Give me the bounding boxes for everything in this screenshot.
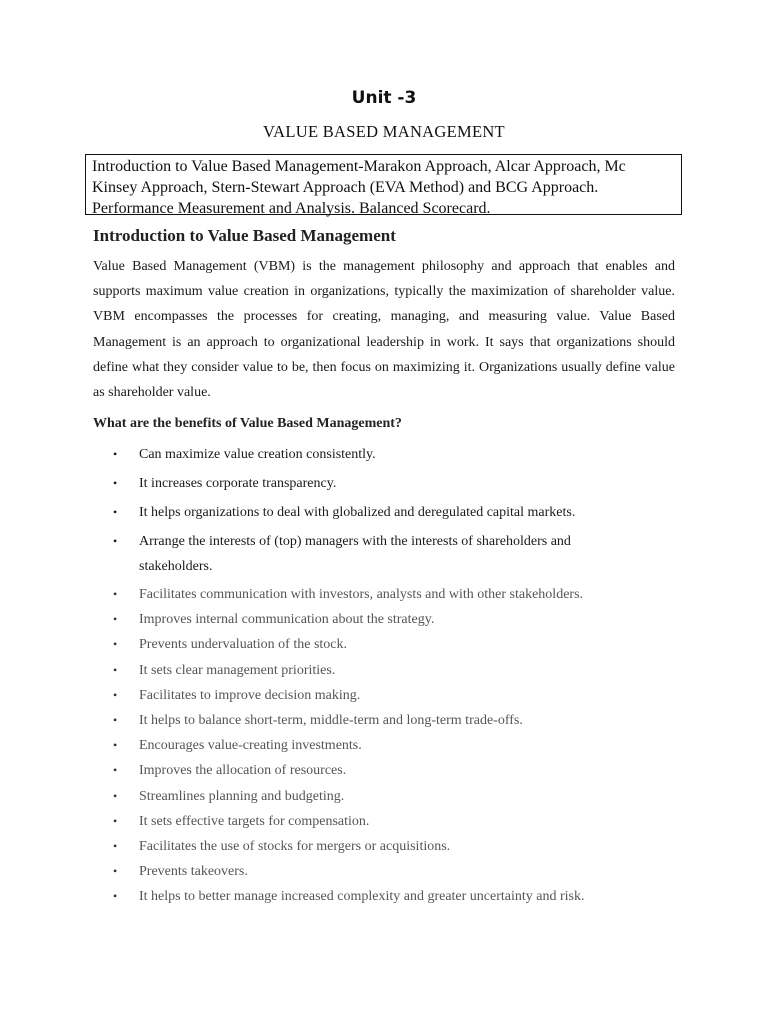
benefit-item xyxy=(113,632,673,657)
intro-paragraph: Value Based Management (VBM) is the management philosophy and approach that enables and supports maximum value creation in organizations, typically the maximization of shareholder value. VBM encompasses the processes for creating, managing, and measuring value. Value Based Management is an approach to organizational leadership in work. It says that organizations should define what they consider value to be, then focus on maximizing it. Organizations usually define value as shareholder value. xyxy=(93,259,675,401)
benefit-item xyxy=(113,582,673,607)
benefit-item-text: It sets effective targets for compensation. xyxy=(139,813,370,829)
bullet-icon: • xyxy=(113,813,118,828)
benefit-item-text: It sets clear management priorities. xyxy=(139,662,336,678)
bullet-icon: • xyxy=(113,687,118,702)
benefit-item xyxy=(113,471,633,496)
intro-heading: Introduction to Value Based Management xyxy=(93,226,396,245)
benefit-item xyxy=(113,607,673,632)
bullet-icon: • xyxy=(113,447,118,461)
bullet-icon: • xyxy=(113,587,118,601)
benefit-item xyxy=(113,834,673,859)
bullet-icon: • xyxy=(113,838,118,853)
benefits-heading: What are the benefits of Value Based Management? xyxy=(93,416,402,431)
benefit-item-text: Facilitates the use of stocks for mergers or acquisitions. xyxy=(139,838,451,854)
bullet-icon: • xyxy=(113,476,118,490)
benefit-item-text: Streamlines planning and budgeting. xyxy=(139,788,345,804)
syllabus-box: Introduction to Value Based Management-Marakon Approach, Alcar Approach, Mc Kinsey Approach, Stern-Stewart Approach (EVA Method) and BCG Approach. Performance Measurement and Analysis. Balanced Scorecard. xyxy=(85,154,682,215)
benefit-item xyxy=(113,708,673,733)
benefit-item-text: Facilitates communication with investors, analysts and with other stakeholders. xyxy=(139,587,584,602)
benefit-item-text: Encourages value-creating investments. xyxy=(139,738,362,754)
benefit-item-text: Can maximize value creation consistently. xyxy=(139,447,376,462)
benefit-item xyxy=(113,658,673,683)
bullet-icon: • xyxy=(113,712,118,727)
benefit-item xyxy=(113,683,673,708)
benefit-item xyxy=(113,442,633,467)
bullet-icon: • xyxy=(113,505,118,519)
benefits-list-primary xyxy=(113,442,633,583)
benefit-item-text: It increases corporate transparency. xyxy=(139,476,337,491)
bullet-icon: • xyxy=(113,662,118,677)
benefit-item-text: Prevents undervaluation of the stock. xyxy=(139,637,348,653)
section-title: VALUE BASED MANAGEMENT xyxy=(263,122,505,141)
benefit-item xyxy=(113,784,673,809)
unit-title: Unit -3 xyxy=(351,88,417,108)
benefit-item xyxy=(113,758,673,783)
bullet-icon: • xyxy=(113,788,118,803)
bullet-icon: • xyxy=(113,738,118,753)
bullet-icon: • xyxy=(113,612,118,627)
benefit-item-text: It helps to balance short-term, middle-term and long-term trade-offs. xyxy=(139,712,523,728)
bullet-icon: • xyxy=(113,534,118,548)
benefit-item xyxy=(113,733,673,758)
benefits-list-secondary xyxy=(113,582,673,909)
benefit-item-text: It helps organizations to deal with globalized and deregulated capital markets. xyxy=(139,505,576,520)
bullet-icon: • xyxy=(113,889,118,904)
benefit-item-text: Facilitates to improve decision making. xyxy=(139,687,361,703)
benefit-item xyxy=(113,529,633,579)
bullet-icon: • xyxy=(113,637,118,652)
benefit-item-text: Prevents takeovers. xyxy=(139,864,248,880)
benefit-item xyxy=(113,809,673,834)
benefit-item-text: Improves the allocation of resources. xyxy=(139,763,347,779)
benefit-item xyxy=(113,500,633,525)
benefit-item-text: Improves internal communication about the strategy. xyxy=(139,612,435,628)
benefit-item xyxy=(113,859,673,884)
benefit-item xyxy=(113,884,673,909)
bullet-icon: • xyxy=(113,864,118,879)
bullet-icon: • xyxy=(113,763,118,778)
benefit-item-text: It helps to better manage increased complexity and greater uncertainty and risk. xyxy=(139,889,585,905)
benefit-item-text: Arrange the interests of (top) managers with the interests of shareholders and stakeholders. xyxy=(139,534,571,574)
